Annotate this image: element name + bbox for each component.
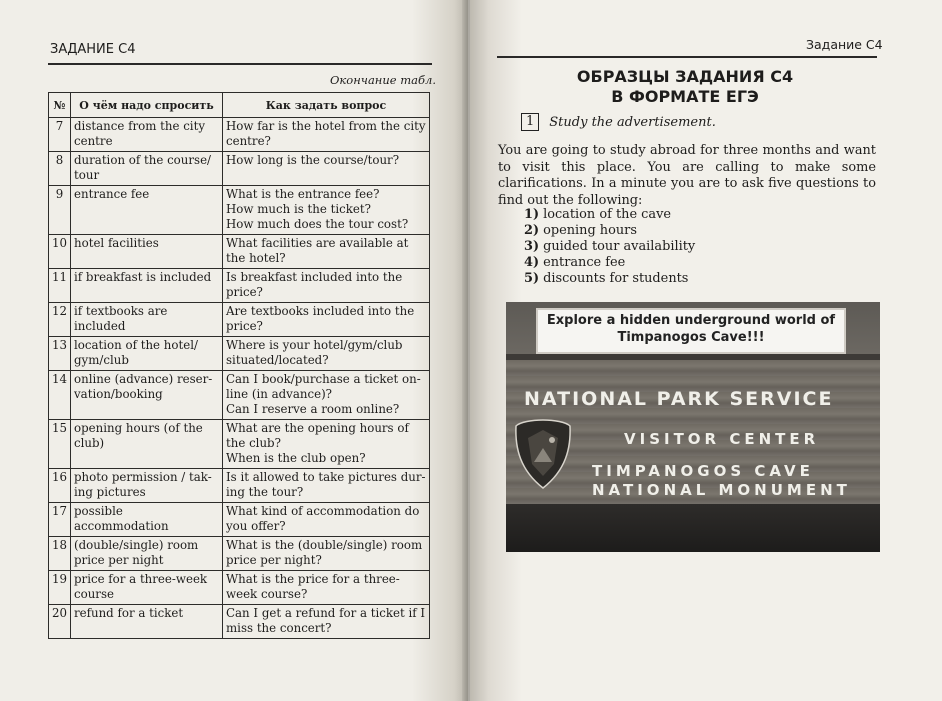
question-phrase: Are textbooks included into the price?: [226, 304, 415, 333]
question-phrase: What is the price for a three-week course?: [226, 572, 400, 601]
row-questions: [223, 605, 430, 639]
question-phrase: What facilities are available at the hotel?: [226, 236, 409, 265]
question-phrase: Can I book/purchase a ticket on-line (in advance)?: [226, 372, 421, 401]
sign-line-visitor-center: VISITOR CENTER: [624, 430, 820, 448]
section-title-line2: В ФОРМАТЕ ЕГЭ: [611, 87, 759, 106]
row-topic: (double/single) room price per night: [71, 537, 223, 571]
question-number: 3): [524, 239, 540, 254]
table-body: [49, 118, 430, 639]
row-topic: photo permission / tak-ing pictures: [71, 469, 223, 503]
task-heading: [521, 113, 716, 131]
row-questions: [223, 269, 430, 303]
table-row: [49, 152, 430, 186]
task-instruction: Study the advertisement.: [549, 114, 716, 130]
task-number-box: 1: [521, 113, 539, 131]
row-questions: [223, 469, 430, 503]
question-phrase: Can I reserve a room online?: [226, 402, 400, 416]
table-row: [49, 118, 430, 152]
question-phrase: What is the entrance fee?: [226, 187, 380, 201]
question-phrase: How long is the course/tour?: [226, 153, 400, 167]
question-number: 4): [524, 255, 540, 270]
row-number: 10: [49, 235, 71, 269]
question-number: 5): [524, 271, 540, 286]
row-questions: [223, 337, 430, 371]
sign-line-national-monument: NATIONAL MONUMENT: [592, 481, 851, 499]
row-number: 7: [49, 118, 71, 152]
question-list: [524, 207, 695, 287]
row-number: 13: [49, 337, 71, 371]
table-row: [49, 303, 430, 337]
intro-line: You are going to study abroad for three months and want: [498, 143, 876, 158]
task-intro: [498, 143, 876, 209]
question-item: [524, 207, 695, 223]
ad-banner: [536, 308, 846, 354]
table-header-row: [49, 93, 430, 118]
row-number: 20: [49, 605, 71, 639]
row-topic: if textbooks are included: [71, 303, 223, 337]
question-phrase: What are the opening hours of the club?: [226, 421, 409, 450]
photo-foreground: [506, 504, 880, 552]
row-questions: [223, 503, 430, 537]
question-phrase: Is it allowed to take pictures dur-ing the tour?: [226, 470, 426, 499]
row-topic: hotel facilities: [71, 235, 223, 269]
sign-line-park-service: NATIONAL PARK SERVICE: [524, 388, 834, 410]
row-topic: location of the hotel/ gym/club: [71, 337, 223, 371]
row-topic: distance from the city centre: [71, 118, 223, 152]
row-number: 16: [49, 469, 71, 503]
row-number: 15: [49, 420, 71, 469]
question-text: location of the cave: [543, 207, 671, 222]
row-topic: opening hours (of the club): [71, 420, 223, 469]
row-questions: [223, 571, 430, 605]
row-number: 9: [49, 186, 71, 235]
intro-line: to visit this place. You are calling to make some: [498, 159, 876, 175]
row-number: 17: [49, 503, 71, 537]
row-questions: [223, 235, 430, 269]
question-phrase: Is breakfast included into the price?: [226, 270, 403, 299]
question-table: [48, 92, 430, 639]
advertisement-photo: [506, 302, 880, 552]
question-phrase: How much is the ticket?: [226, 202, 371, 216]
table-row: [49, 503, 430, 537]
arrowhead-emblem-icon: [514, 418, 572, 490]
left-page: [0, 0, 468, 701]
question-text: entrance fee: [543, 255, 626, 270]
left-running-header: ЗАДАНИЕ С4: [50, 42, 136, 57]
table-row: [49, 269, 430, 303]
question-phrase: Where is your hotel/gym/club situated/located?: [226, 338, 403, 367]
row-topic: online (advance) reser-vation/booking: [71, 371, 223, 420]
col-header-question: Как задать вопрос: [223, 93, 430, 118]
row-topic: refund for a ticket: [71, 605, 223, 639]
table-row: [49, 371, 430, 420]
row-topic: if breakfast is included: [71, 269, 223, 303]
row-topic: price for a three-week course: [71, 571, 223, 605]
row-number: 12: [49, 303, 71, 337]
row-number: 19: [49, 571, 71, 605]
question-item: [524, 239, 695, 255]
question-phrase: How far is the hotel from the city centre?: [226, 119, 426, 148]
row-questions: [223, 537, 430, 571]
question-text: guided tour availability: [543, 239, 696, 254]
sign-line-timpanogos-cave: TIMPANOGOS CAVE: [592, 462, 814, 480]
row-questions: [223, 303, 430, 337]
row-questions: [223, 152, 430, 186]
row-topic: possible accommodation: [71, 503, 223, 537]
right-running-header: Задание С4: [806, 37, 883, 52]
row-number: 8: [49, 152, 71, 186]
question-text: discounts for students: [543, 271, 689, 286]
col-header-number: №: [49, 93, 71, 118]
banner-line1: Explore a hidden underground world of: [546, 313, 836, 328]
row-number: 18: [49, 537, 71, 571]
row-questions: [223, 186, 430, 235]
question-phrase: When is the club open?: [226, 451, 366, 465]
question-item: [524, 271, 695, 287]
row-questions: [223, 118, 430, 152]
row-number: 14: [49, 371, 71, 420]
intro-line: find out the following:: [498, 192, 643, 208]
right-header-rule: [497, 56, 877, 58]
banner-line2: Timpanogos Cave!!!: [617, 330, 765, 345]
row-topic: duration of the course/ tour: [71, 152, 223, 186]
question-phrase: Can I get a refund for a ticket if I miss the concert?: [226, 606, 426, 635]
table-continuation-note: Окончание табл.: [330, 73, 437, 87]
row-questions: [223, 420, 430, 469]
table-row: [49, 235, 430, 269]
row-questions: [223, 371, 430, 420]
table-row: [49, 337, 430, 371]
question-item: [524, 255, 695, 271]
table-row: [49, 571, 430, 605]
table-row: [49, 186, 430, 235]
wooden-sign: [506, 360, 880, 504]
row-number: 11: [49, 269, 71, 303]
section-title-line1: ОБРАЗЦЫ ЗАДАНИЯ С4: [576, 67, 794, 86]
question-number: 2): [524, 223, 540, 238]
table-row: [49, 469, 430, 503]
left-header-rule: [48, 63, 432, 65]
intro-line: clarifications. In a minute you are to ask five questions to: [498, 176, 876, 191]
table-row: [49, 537, 430, 571]
question-phrase: What kind of accommodation do you offer?: [226, 504, 420, 533]
question-phrase: What is the (double/single) room price per night?: [226, 538, 423, 567]
question-item: [524, 223, 695, 239]
table-row: [49, 420, 430, 469]
question-phrase: How much does the tour cost?: [226, 217, 409, 231]
col-header-topic: О чём надо спросить: [71, 93, 223, 118]
question-text: opening hours: [543, 223, 637, 238]
table-row: [49, 605, 430, 639]
row-topic: entrance fee: [71, 186, 223, 235]
question-number: 1): [524, 207, 540, 222]
